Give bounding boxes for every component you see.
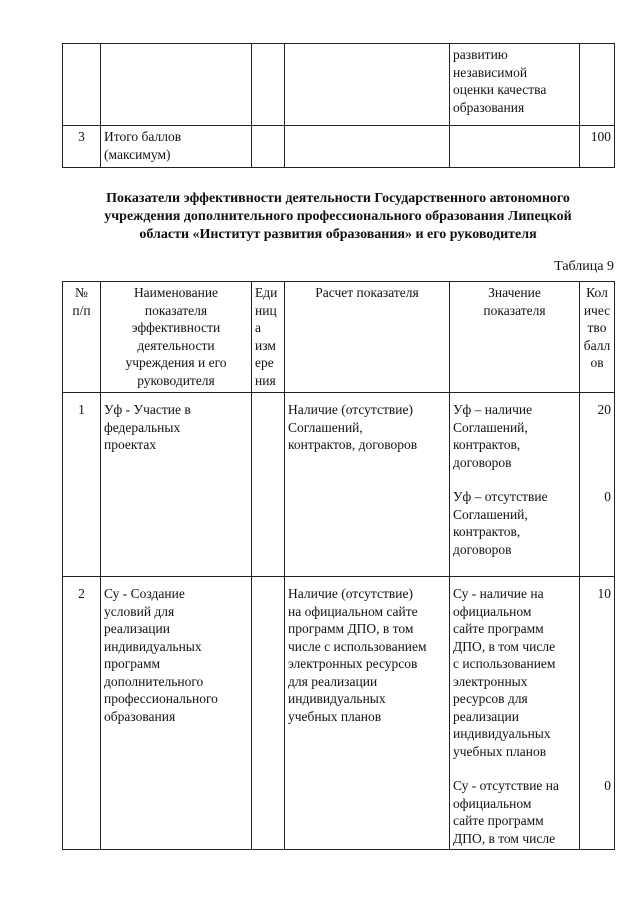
cell-points [580,44,615,126]
header-calc: Расчет показателя [285,282,450,393]
cell-num: 1 [63,393,101,577]
header-num: № п/п [63,282,101,393]
cell-num [63,44,101,126]
header-name: Наименование показателя эффективности деятельности учреждения и его руководителя [101,282,252,393]
points-option-yes: 20 [597,402,611,417]
cell-points [580,577,615,850]
points-option-yes: 10 [597,586,611,601]
points-option-no: 0 [604,488,611,504]
value-option-no: Уф – отсутствие Соглашений, контрактов, договоров [453,489,548,557]
cell-name: Уф - Участие в федеральных проектах [101,393,252,577]
cell-name: Су - Создание условий для реализации индивидуальных программ дополнительного профессионального образования [101,577,252,850]
value-option-yes: Уф – наличие Соглашений, контрактов, договоров [453,402,533,470]
cell-value [450,126,580,168]
indicators-table [62,281,615,850]
table-row [63,126,615,168]
cell-unit [252,393,285,577]
value-option-yes: Су - наличие на официальном сайте программ ДПО, в том числе с использованием электронных ресурсов для реализации индивидуальных учебных планов [453,586,556,759]
cell-value [450,393,580,577]
header-row [63,282,615,393]
section-heading: Показатели эффективности деятельности Государственного автономного учреждения дополнительного профессионального образования Липецкой области «Институт развития образования» и его руководителя [104,191,572,242]
cell-calc [285,44,450,126]
table-row [63,393,615,577]
cell-calc: Наличие (отсутствие) Соглашений, контрактов, договоров [285,393,450,577]
value-option-no: Су - отсутствие на официальном сайте программ ДПО, в том числе [453,778,560,846]
cell-points [580,393,615,577]
points-option-no: 0 [604,777,611,793]
cell-value [450,577,580,850]
cell-unit [252,577,285,850]
header-points: Кол ичес тво балл ов [580,282,615,393]
continuation-table [62,43,615,168]
cell-unit [252,44,285,126]
header-unit: Еди ниц а изм ере ния [252,282,285,393]
header-value: Значение показателя [450,282,580,393]
cell-unit [252,126,285,168]
cell-num: 2 [63,577,101,850]
cell-name [101,44,252,126]
cell-value: развитию независимой оценки качества образования [450,44,580,126]
cell-calc: Наличие (отсутствие) на официальном сайте программ ДПО, в том числе с использованием электронных ресурсов для реализации индивидуальных учебных планов [285,577,450,850]
cell-calc [285,126,450,168]
cell-name: Итого баллов (максимум) [101,126,252,168]
table-number-label: Таблица 9 [554,259,614,274]
table-row [63,577,615,850]
table-row [63,44,615,126]
cell-num: 3 [63,126,101,168]
cell-points: 100 [580,126,615,168]
